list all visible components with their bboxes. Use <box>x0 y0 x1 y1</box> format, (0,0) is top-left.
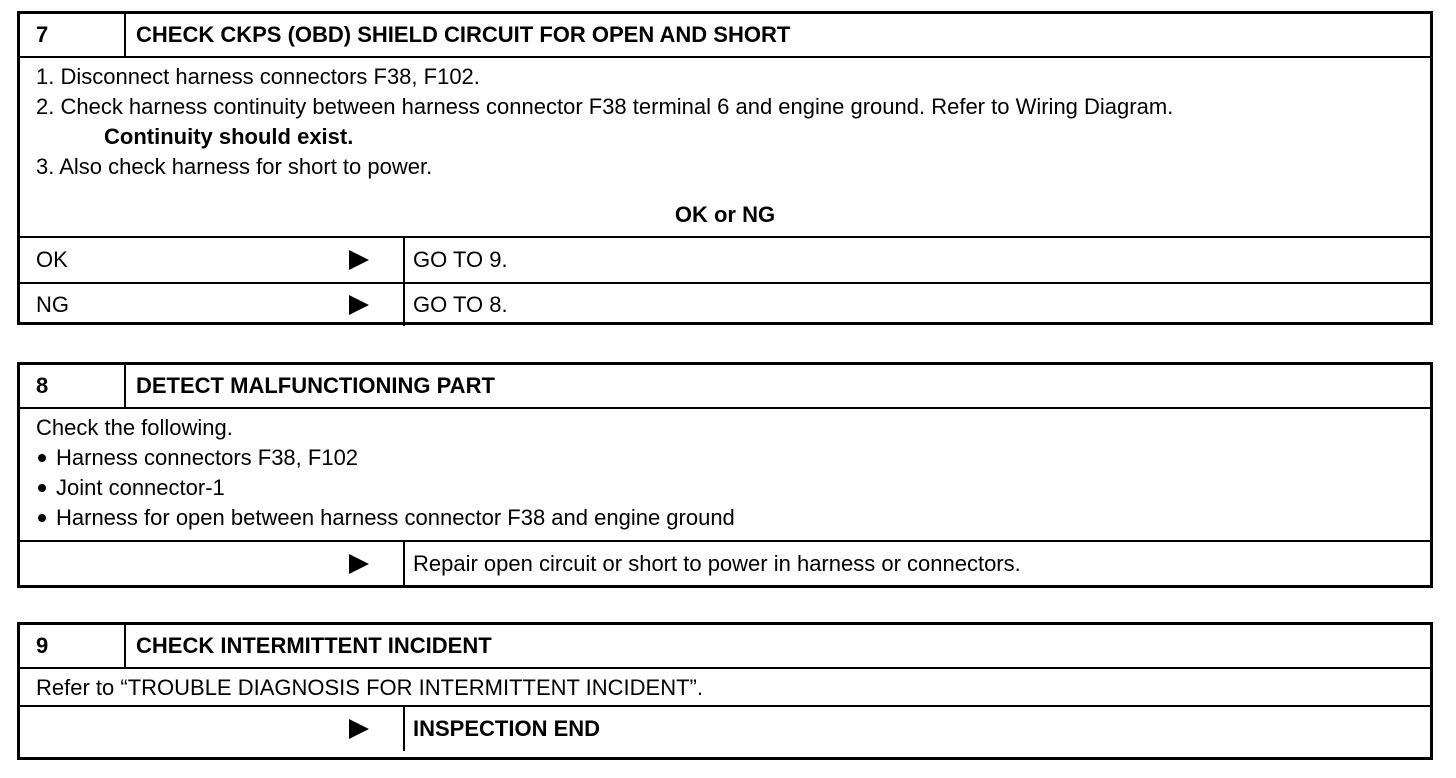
step-title: CHECK INTERMITTENT INCIDENT <box>136 633 492 658</box>
result-row <box>20 542 1430 586</box>
result-action: Repair open circuit or short to power in harness or connectors. <box>413 551 1021 576</box>
arrow-right-icon <box>349 719 369 739</box>
instruction-line: Refer to “TROUBLE DIAGNOSIS FOR INTERMITTENT INCIDENT”. <box>36 675 703 700</box>
bullet-icon <box>38 484 46 492</box>
step-title: DETECT MALFUNCTIONING PART <box>136 373 495 398</box>
step-7-box <box>17 11 1433 325</box>
step-instructions <box>20 58 1430 238</box>
instruction-line: 1. Disconnect harness connectors F38, F102. <box>36 64 480 89</box>
result-action: GO TO 9. <box>413 247 508 272</box>
step-header <box>20 625 1430 669</box>
step-9-box <box>17 622 1433 760</box>
result-action: GO TO 8. <box>413 292 508 317</box>
list-item: Joint connector-1 <box>36 473 1414 503</box>
result-row <box>20 707 1430 751</box>
step-number: 8 <box>20 365 126 407</box>
bullet-icon <box>38 514 46 522</box>
step-number: 7 <box>20 14 126 56</box>
instruction-intro: Check the following. <box>36 415 233 440</box>
arrow-right-icon <box>349 250 369 270</box>
step-number: 9 <box>20 625 126 667</box>
expected-result: Continuity should exist. <box>104 124 354 149</box>
instruction-line: 3. Also check harness for short to power. <box>36 154 433 179</box>
result-condition: NG <box>36 292 69 317</box>
step-instructions <box>20 669 1430 707</box>
step-8-box <box>17 362 1433 588</box>
result-row <box>20 238 1430 282</box>
result-action: INSPECTION END <box>413 716 601 741</box>
instruction-line: 2. Check harness continuity between harness connector F38 terminal 6 and engine ground. Refer to Wiring Diagram. <box>36 94 1174 119</box>
step-header <box>20 365 1430 409</box>
step-title: CHECK CKPS (OBD) SHIELD CIRCUIT FOR OPEN AND SHORT <box>136 22 791 47</box>
arrow-right-icon <box>349 554 369 574</box>
list-item: Harness connectors F38, F102 <box>36 443 1414 473</box>
bullet-icon <box>38 454 46 462</box>
result-condition: OK <box>36 247 68 272</box>
list-item: Harness for open between harness connector F38 and engine ground <box>36 503 1414 533</box>
arrow-right-icon <box>349 295 369 315</box>
result-prompt: OK or NG <box>674 202 776 227</box>
step-instructions <box>20 409 1430 542</box>
step-header <box>20 14 1430 58</box>
result-row <box>20 282 1430 326</box>
